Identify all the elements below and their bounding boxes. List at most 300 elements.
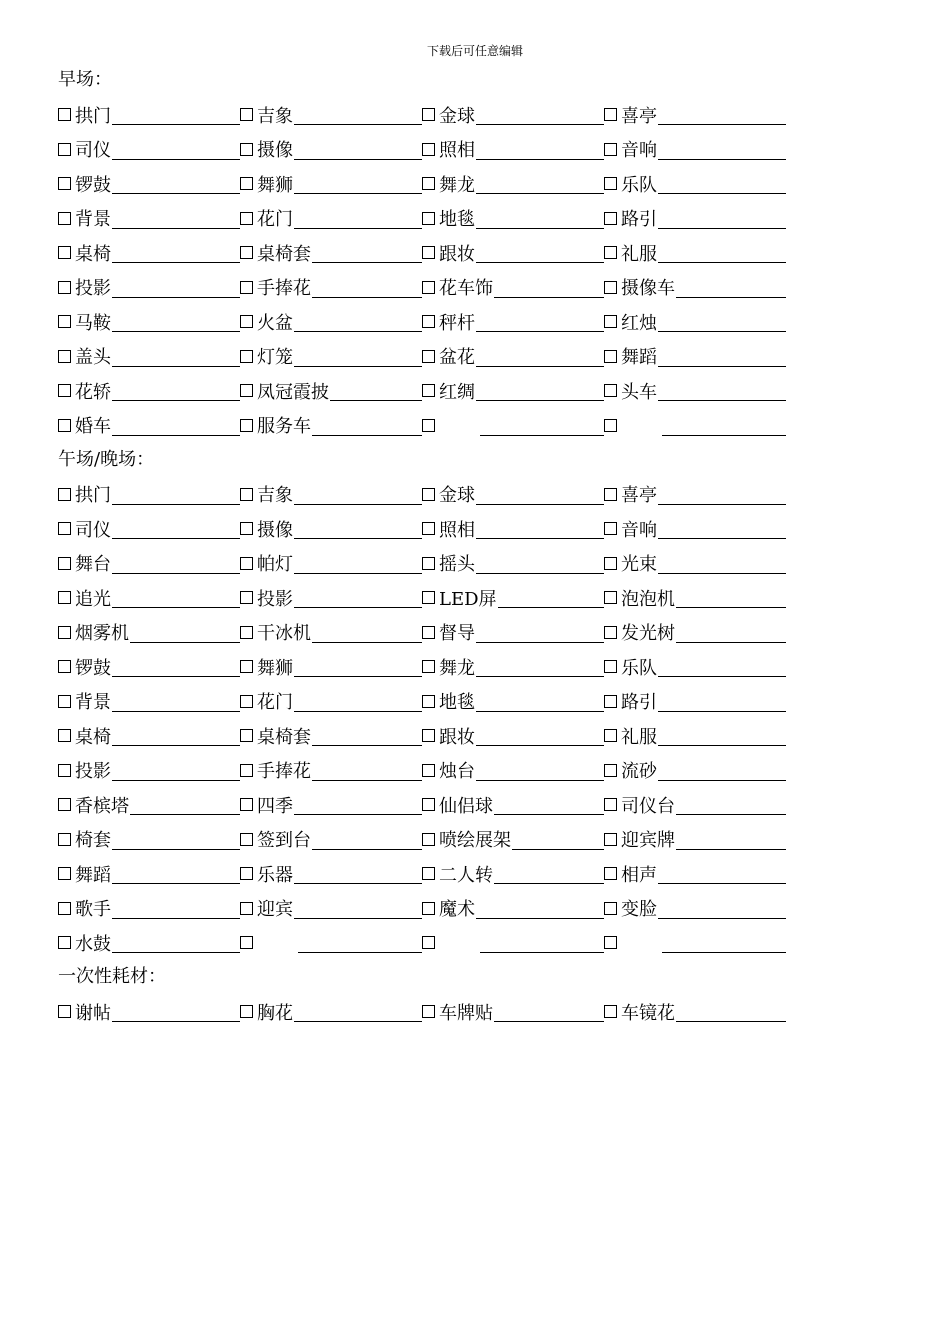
- checkbox[interactable]: [422, 695, 435, 708]
- checkbox[interactable]: [422, 419, 435, 432]
- checklist-item: [604, 274, 786, 300]
- fill-in-line[interactable]: [476, 208, 604, 229]
- fill-in-line[interactable]: [312, 829, 422, 850]
- checklist-item: [58, 861, 240, 887]
- fill-in-line[interactable]: [658, 760, 786, 781]
- checklist-item: [604, 343, 786, 369]
- checkbox[interactable]: [604, 626, 617, 639]
- checkbox[interactable]: [240, 246, 253, 259]
- fill-in-line[interactable]: [476, 311, 604, 332]
- checklist-item: [240, 102, 422, 128]
- fill-in-line[interactable]: [662, 932, 786, 953]
- item-label: 二人转: [439, 864, 493, 886]
- fill-in-line[interactable]: [112, 898, 240, 919]
- checkbox[interactable]: [240, 522, 253, 535]
- fill-in-line[interactable]: [130, 622, 240, 643]
- fill-in-line[interactable]: [658, 518, 786, 539]
- fill-in-line[interactable]: [112, 139, 240, 160]
- checkbox[interactable]: [240, 867, 253, 880]
- item-label: 红烛: [621, 312, 657, 334]
- checkbox[interactable]: [240, 626, 253, 639]
- fill-in-line[interactable]: [112, 553, 240, 574]
- checkbox[interactable]: [604, 246, 617, 259]
- item-label: 四季: [257, 795, 293, 817]
- fill-in-line[interactable]: [130, 794, 240, 815]
- checklist-row: [58, 995, 858, 1030]
- fill-in-line[interactable]: [112, 760, 240, 781]
- checklist-item: [422, 550, 604, 576]
- item-label: 追光: [75, 588, 111, 610]
- checkbox[interactable]: [422, 833, 435, 846]
- item-label: 桌椅套: [257, 726, 311, 748]
- checkbox[interactable]: [604, 1005, 617, 1018]
- checkbox[interactable]: [58, 557, 71, 570]
- checklist-item: [240, 792, 422, 818]
- checklist-item: [58, 826, 240, 852]
- checkbox[interactable]: [240, 315, 253, 328]
- checklist-item: [604, 723, 786, 749]
- checkbox[interactable]: [604, 350, 617, 363]
- fill-in-line[interactable]: [658, 863, 786, 884]
- checkbox[interactable]: [422, 660, 435, 673]
- checkbox[interactable]: [422, 936, 435, 949]
- item-label: 红绸: [439, 381, 475, 403]
- checkbox[interactable]: [58, 384, 71, 397]
- item-label: 喜亭: [621, 105, 657, 127]
- checkbox[interactable]: [604, 764, 617, 777]
- checkbox[interactable]: [240, 143, 253, 156]
- checkbox[interactable]: [422, 867, 435, 880]
- fill-in-line[interactable]: [480, 415, 604, 436]
- fill-in-line[interactable]: [294, 691, 422, 712]
- checklist-item: [604, 688, 786, 714]
- fill-in-line[interactable]: [476, 898, 604, 919]
- checkbox[interactable]: [240, 419, 253, 432]
- checklist-item: [58, 205, 240, 231]
- fill-in-line[interactable]: [112, 863, 240, 884]
- checkbox[interactable]: [604, 902, 617, 915]
- checkbox[interactable]: [58, 833, 71, 846]
- fill-in-line[interactable]: [658, 691, 786, 712]
- checklist-row: [58, 270, 858, 305]
- checklist-item: [604, 205, 786, 231]
- checkbox[interactable]: [422, 1005, 435, 1018]
- checkbox[interactable]: [422, 350, 435, 363]
- checkbox[interactable]: [240, 488, 253, 501]
- checkbox[interactable]: [240, 212, 253, 225]
- checkbox[interactable]: [240, 902, 253, 915]
- checkbox[interactable]: [240, 281, 253, 294]
- checkbox[interactable]: [422, 798, 435, 811]
- item-label: 喜亭: [621, 485, 657, 507]
- checklist-row: [58, 98, 858, 133]
- checkbox[interactable]: [240, 833, 253, 846]
- fill-in-line[interactable]: [112, 932, 240, 953]
- item-label: 乐器: [257, 864, 293, 886]
- fill-in-line[interactable]: [494, 1001, 604, 1022]
- checklist-item: [58, 792, 240, 818]
- fill-in-line[interactable]: [112, 242, 240, 263]
- checkbox[interactable]: [240, 936, 253, 949]
- fill-in-line[interactable]: [312, 277, 422, 298]
- checkbox[interactable]: [58, 522, 71, 535]
- checklist-item: [422, 895, 604, 921]
- fill-in-line[interactable]: [112, 656, 240, 677]
- checklist-item: [604, 654, 786, 680]
- fill-in-line[interactable]: [112, 725, 240, 746]
- item-label: 地毯: [439, 692, 475, 714]
- item-label: 发光树: [621, 623, 675, 645]
- fill-in-line[interactable]: [112, 518, 240, 539]
- checkbox[interactable]: [58, 902, 71, 915]
- checklist-item: [604, 102, 786, 128]
- fill-in-line[interactable]: [512, 829, 604, 850]
- fill-in-line[interactable]: [294, 553, 422, 574]
- fill-in-line[interactable]: [476, 380, 604, 401]
- checkbox[interactable]: [604, 143, 617, 156]
- item-label: 手捧花: [257, 278, 311, 300]
- item-label: 司仪: [75, 140, 111, 162]
- fill-in-line[interactable]: [112, 208, 240, 229]
- checklist-item: [58, 274, 240, 300]
- item-label: 摄像: [257, 519, 293, 541]
- fill-in-line[interactable]: [476, 346, 604, 367]
- checkbox[interactable]: [422, 626, 435, 639]
- fill-in-line[interactable]: [294, 898, 422, 919]
- fill-in-line[interactable]: [112, 346, 240, 367]
- fill-in-line[interactable]: [476, 553, 604, 574]
- checkbox[interactable]: [240, 729, 253, 742]
- checkbox[interactable]: [240, 798, 253, 811]
- fill-in-line[interactable]: [676, 829, 786, 850]
- checkbox[interactable]: [604, 591, 617, 604]
- checkbox[interactable]: [240, 1005, 253, 1018]
- checklist-row: [58, 753, 858, 788]
- fill-in-line[interactable]: [312, 622, 422, 643]
- item-label: 摇头: [439, 554, 475, 576]
- checkbox[interactable]: [58, 798, 71, 811]
- item-label: 相声: [621, 864, 657, 886]
- fill-in-line[interactable]: [658, 104, 786, 125]
- checklist-item: [604, 999, 786, 1025]
- checkbox[interactable]: [58, 729, 71, 742]
- fill-in-line[interactable]: [658, 173, 786, 194]
- checkbox[interactable]: [58, 626, 71, 639]
- fill-in-line[interactable]: [476, 656, 604, 677]
- checklist-item: [422, 412, 604, 438]
- item-label: 礼服: [621, 726, 657, 748]
- fill-in-line[interactable]: [112, 173, 240, 194]
- checkbox[interactable]: [58, 212, 71, 225]
- item-label: 投影: [75, 278, 111, 300]
- checkbox[interactable]: [422, 557, 435, 570]
- section-title: 一次性耗材：: [58, 966, 166, 987]
- item-label: 灯笼: [257, 347, 293, 369]
- checklist-item: [58, 378, 240, 404]
- checklist-item: [58, 930, 240, 956]
- checkbox[interactable]: [422, 143, 435, 156]
- checklist-item: [240, 999, 422, 1025]
- fill-in-line[interactable]: [294, 208, 422, 229]
- fill-in-line[interactable]: [312, 242, 422, 263]
- fill-in-line[interactable]: [330, 380, 422, 401]
- checkbox[interactable]: [604, 281, 617, 294]
- checklist-item: [422, 688, 604, 714]
- item-label: 盖头: [75, 347, 111, 369]
- checklist-item: [422, 205, 604, 231]
- checkbox[interactable]: [58, 764, 71, 777]
- item-label: 签到台: [257, 830, 311, 852]
- fill-in-line[interactable]: [676, 587, 786, 608]
- checkbox[interactable]: [240, 764, 253, 777]
- fill-in-line[interactable]: [494, 277, 604, 298]
- item-label: 乐队: [621, 657, 657, 679]
- fill-in-line[interactable]: [476, 691, 604, 712]
- fill-in-line[interactable]: [658, 898, 786, 919]
- item-label: 手捧花: [257, 761, 311, 783]
- item-label: 跟妆: [439, 726, 475, 748]
- checkbox[interactable]: [604, 833, 617, 846]
- fill-in-line[interactable]: [676, 794, 786, 815]
- fill-in-line[interactable]: [676, 1001, 786, 1022]
- checkbox[interactable]: [422, 902, 435, 915]
- item-label: 马鞍: [75, 312, 111, 334]
- item-label: 流砂: [621, 761, 657, 783]
- fill-in-line[interactable]: [112, 587, 240, 608]
- item-label: LED屏: [439, 588, 497, 610]
- fill-in-line[interactable]: [312, 725, 422, 746]
- checkbox[interactable]: [422, 108, 435, 121]
- checkbox[interactable]: [240, 108, 253, 121]
- item-label: 头车: [621, 381, 657, 403]
- checklist-item: [604, 309, 786, 335]
- checkbox[interactable]: [422, 488, 435, 501]
- fill-in-line[interactable]: [476, 173, 604, 194]
- fill-in-line[interactable]: [658, 656, 786, 677]
- item-label: 吉象: [257, 105, 293, 127]
- fill-in-line[interactable]: [294, 311, 422, 332]
- checklist-item: [58, 171, 240, 197]
- fill-in-line[interactable]: [476, 622, 604, 643]
- fill-in-line[interactable]: [112, 311, 240, 332]
- checkbox[interactable]: [604, 729, 617, 742]
- checkbox[interactable]: [422, 212, 435, 225]
- checklist-item: [422, 274, 604, 300]
- item-label: 婚车: [75, 416, 111, 438]
- checklist-row: [58, 374, 858, 409]
- item-label: 歌手: [75, 899, 111, 921]
- checkbox[interactable]: [58, 177, 71, 190]
- fill-in-line[interactable]: [476, 484, 604, 505]
- fill-in-line[interactable]: [294, 587, 422, 608]
- fill-in-line[interactable]: [658, 380, 786, 401]
- checklist-item: [58, 136, 240, 162]
- checkbox[interactable]: [58, 936, 71, 949]
- fill-in-line[interactable]: [112, 277, 240, 298]
- fill-in-line[interactable]: [298, 932, 422, 953]
- fill-in-line[interactable]: [294, 139, 422, 160]
- checkbox[interactable]: [58, 867, 71, 880]
- fill-in-line[interactable]: [494, 794, 604, 815]
- checkbox[interactable]: [604, 315, 617, 328]
- checklist-row: [58, 236, 858, 271]
- fill-in-line[interactable]: [662, 415, 786, 436]
- checkbox[interactable]: [604, 108, 617, 121]
- fill-in-line[interactable]: [658, 553, 786, 574]
- checkbox[interactable]: [604, 212, 617, 225]
- fill-in-line[interactable]: [476, 725, 604, 746]
- checkbox[interactable]: [422, 522, 435, 535]
- checkbox[interactable]: [240, 557, 253, 570]
- fill-in-line[interactable]: [312, 415, 422, 436]
- checkbox[interactable]: [604, 867, 617, 880]
- item-label: 迎宾牌: [621, 830, 675, 852]
- item-label: 拱门: [75, 485, 111, 507]
- checklist-item: [240, 550, 422, 576]
- checklist-item: [240, 757, 422, 783]
- checkbox[interactable]: [422, 729, 435, 742]
- checklist-row: [58, 822, 858, 857]
- fill-in-line[interactable]: [294, 484, 422, 505]
- fill-in-line[interactable]: [312, 760, 422, 781]
- fill-in-line[interactable]: [658, 139, 786, 160]
- checkbox[interactable]: [240, 660, 253, 673]
- item-label: 喷绘展架: [439, 830, 511, 852]
- checklist-item: [422, 792, 604, 818]
- checkbox[interactable]: [58, 350, 71, 363]
- checkbox[interactable]: [604, 177, 617, 190]
- checklist-item: [58, 585, 240, 611]
- checklist-item: [240, 688, 422, 714]
- checkbox[interactable]: [240, 384, 253, 397]
- checklist-row: [58, 684, 858, 719]
- fill-in-line[interactable]: [112, 484, 240, 505]
- fill-in-line[interactable]: [658, 242, 786, 263]
- fill-in-line[interactable]: [476, 242, 604, 263]
- fill-in-line[interactable]: [112, 691, 240, 712]
- checklist-row: [58, 719, 858, 754]
- fill-in-line[interactable]: [476, 139, 604, 160]
- checkbox[interactable]: [58, 1005, 71, 1018]
- checkbox[interactable]: [240, 350, 253, 363]
- checkbox[interactable]: [604, 695, 617, 708]
- fill-in-line[interactable]: [112, 1001, 240, 1022]
- checkbox[interactable]: [422, 177, 435, 190]
- item-label: 车牌贴: [439, 1002, 493, 1024]
- fill-in-line[interactable]: [658, 484, 786, 505]
- checklist-item: [240, 309, 422, 335]
- item-label: 香槟塔: [75, 795, 129, 817]
- checkbox[interactable]: [604, 384, 617, 397]
- checklist-item: [58, 723, 240, 749]
- checkbox[interactable]: [240, 177, 253, 190]
- fill-in-line[interactable]: [294, 518, 422, 539]
- item-label: 金球: [439, 485, 475, 507]
- checkbox[interactable]: [422, 246, 435, 259]
- checkbox[interactable]: [58, 660, 71, 673]
- checkbox[interactable]: [422, 764, 435, 777]
- fill-in-line[interactable]: [676, 277, 786, 298]
- checkbox[interactable]: [604, 557, 617, 570]
- checkbox[interactable]: [58, 246, 71, 259]
- fill-in-line[interactable]: [294, 656, 422, 677]
- checkbox[interactable]: [604, 798, 617, 811]
- checkbox[interactable]: [240, 695, 253, 708]
- fill-in-line[interactable]: [476, 760, 604, 781]
- fill-in-line[interactable]: [112, 415, 240, 436]
- fill-in-line[interactable]: [294, 863, 422, 884]
- checkbox[interactable]: [604, 660, 617, 673]
- checkbox[interactable]: [422, 591, 435, 604]
- fill-in-line[interactable]: [476, 104, 604, 125]
- fill-in-line[interactable]: [294, 794, 422, 815]
- item-label: 谢帖: [75, 1002, 111, 1024]
- fill-in-line[interactable]: [676, 622, 786, 643]
- checkbox[interactable]: [604, 419, 617, 432]
- fill-in-line[interactable]: [112, 380, 240, 401]
- item-label: 舞龙: [439, 174, 475, 196]
- fill-in-line[interactable]: [112, 104, 240, 125]
- item-label: 舞龙: [439, 657, 475, 679]
- fill-in-line[interactable]: [658, 725, 786, 746]
- checkbox[interactable]: [58, 281, 71, 294]
- checkbox[interactable]: [58, 591, 71, 604]
- checkbox[interactable]: [604, 936, 617, 949]
- checkbox[interactable]: [58, 108, 71, 121]
- item-label: 吉象: [257, 485, 293, 507]
- checkbox[interactable]: [58, 488, 71, 501]
- checklist-item: [240, 619, 422, 645]
- checkbox[interactable]: [422, 315, 435, 328]
- item-label: 泡泡机: [621, 588, 675, 610]
- checklist-item: [240, 585, 422, 611]
- checklist-item: [422, 378, 604, 404]
- fill-in-line[interactable]: [112, 829, 240, 850]
- fill-in-line[interactable]: [658, 208, 786, 229]
- fill-in-line[interactable]: [294, 346, 422, 367]
- fill-in-line[interactable]: [658, 311, 786, 332]
- item-label: 花门: [257, 692, 293, 714]
- fill-in-line[interactable]: [494, 863, 604, 884]
- item-label: 火盆: [257, 312, 293, 334]
- checkbox[interactable]: [58, 695, 71, 708]
- checkbox[interactable]: [240, 591, 253, 604]
- fill-in-line[interactable]: [294, 104, 422, 125]
- fill-in-line[interactable]: [658, 346, 786, 367]
- checkbox[interactable]: [422, 281, 435, 294]
- checkbox[interactable]: [604, 488, 617, 501]
- fill-in-line[interactable]: [294, 1001, 422, 1022]
- checklist-item: [58, 550, 240, 576]
- item-label: 干冰机: [257, 623, 311, 645]
- checklist-row: [58, 132, 858, 167]
- checklist-item: [58, 102, 240, 128]
- fill-in-line[interactable]: [294, 173, 422, 194]
- item-label: 凤冠霞披: [257, 381, 329, 403]
- checkbox[interactable]: [58, 419, 71, 432]
- fill-in-line[interactable]: [480, 932, 604, 953]
- item-label: 迎宾: [257, 899, 293, 921]
- checkbox[interactable]: [604, 522, 617, 535]
- checkbox[interactable]: [58, 315, 71, 328]
- checklist-item: [604, 757, 786, 783]
- fill-in-line[interactable]: [476, 518, 604, 539]
- fill-in-line[interactable]: [498, 587, 604, 608]
- checkbox[interactable]: [422, 384, 435, 397]
- item-label: 服务车: [257, 416, 311, 438]
- checkbox[interactable]: [58, 143, 71, 156]
- checklist-form: [58, 63, 858, 1029]
